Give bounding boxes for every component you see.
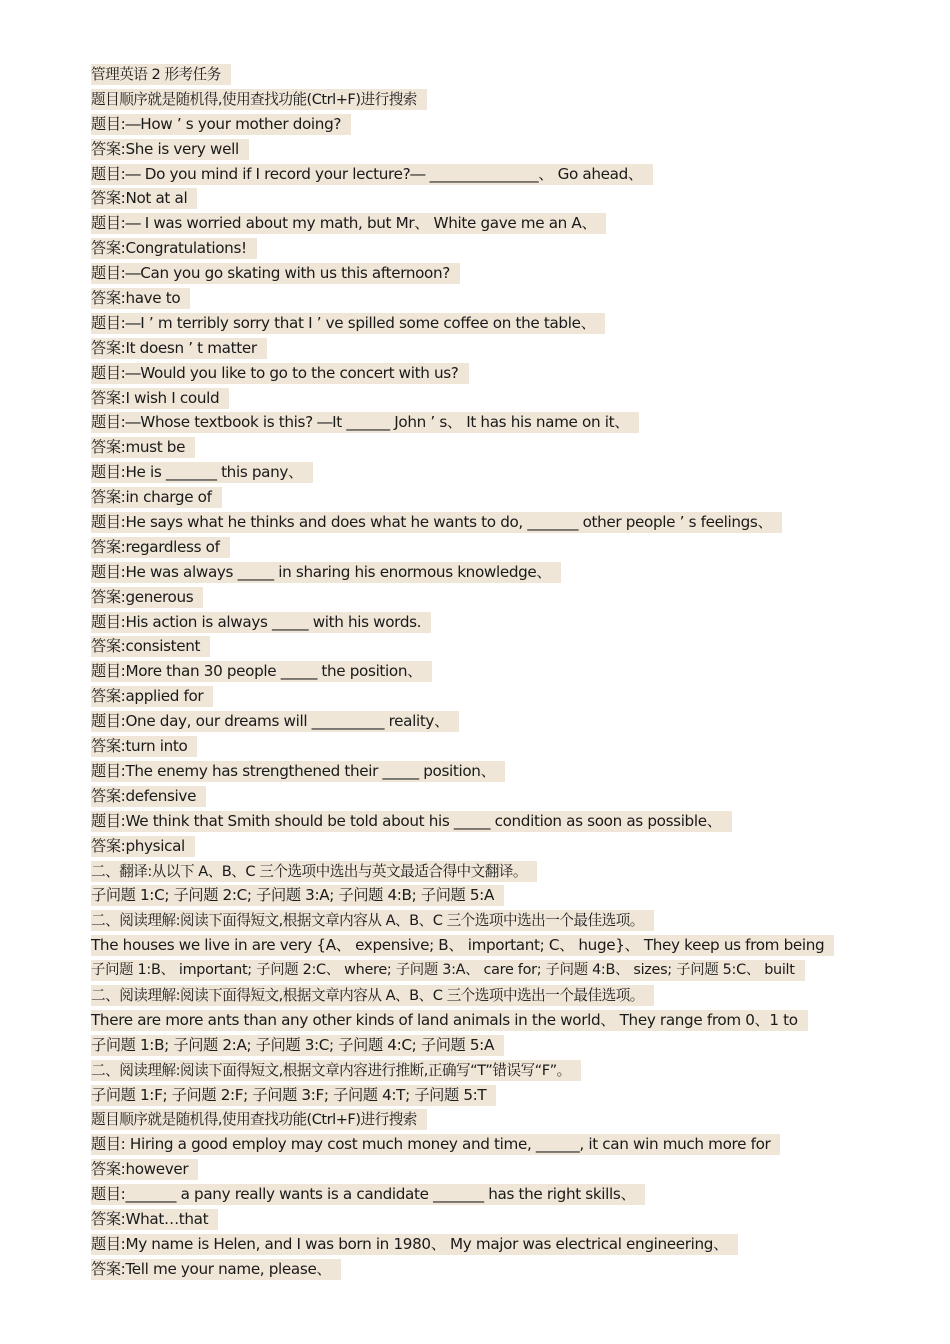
passage-line: There are more ants than any other kinds of land animals in the world、 They range from 0、1 to bbox=[91, 1008, 891, 1033]
section-heading: 二、阅读理解:阅读下面得短文,根据文章内容从 A、B、C 三个选项中选出一个最佳选项。 bbox=[91, 983, 891, 1008]
question-line: 题目:―I ’ m terribly sorry that I ’ ve spilled some coffee on the table、 bbox=[91, 311, 891, 336]
answer-line: 答案:in charge of bbox=[91, 485, 891, 510]
answer-line: 答案:I wish I could bbox=[91, 386, 891, 411]
instruction-line: 题目顺序就是随机得,使用查找功能(Ctrl+F)进行搜索 bbox=[91, 1107, 891, 1132]
sub-answers-line: 子问题 1:F; 子问题 2:F; 子问题 3:F; 子问题 4:T; 子问题 5:T bbox=[91, 1083, 891, 1108]
instruction-line: 题目顺序就是随机得,使用查找功能(Ctrl+F)进行搜索 bbox=[91, 87, 891, 112]
answer-line: 答案:generous bbox=[91, 585, 891, 610]
answer-line: 答案:have to bbox=[91, 286, 891, 311]
question-line: 题目:More than 30 people _____ the position、 bbox=[91, 659, 891, 684]
question-line: 题目:―Would you like to go to the concert with us? bbox=[91, 361, 891, 386]
question-line: 题目:He was always _____ in sharing his enormous knowledge、 bbox=[91, 560, 891, 585]
sub-answers-line: 子问题 1:C; 子问题 2:C; 子问题 3:A; 子问题 4:B; 子问题 5:A bbox=[91, 883, 891, 908]
answer-line: 答案:applied for bbox=[91, 684, 891, 709]
answer-line: 答案:regardless of bbox=[91, 535, 891, 560]
question-line: 题目:One day, our dreams will __________ reality、 bbox=[91, 709, 891, 734]
question-line: 题目:The enemy has strengthened their _____ position、 bbox=[91, 759, 891, 784]
answer-line: 答案:What…that bbox=[91, 1207, 891, 1232]
question-line: 题目:He is _______ this pany、 bbox=[91, 460, 891, 485]
question-line: 题目:We think that Smith should be told about his _____ condition as soon as possible、 bbox=[91, 809, 891, 834]
answer-line: 答案:She is very well bbox=[91, 137, 891, 162]
answer-line: 答案:turn into bbox=[91, 734, 891, 759]
answer-line: 答案:must be bbox=[91, 435, 891, 460]
document-title: 管理英语 2 形考任务 bbox=[91, 62, 891, 87]
answer-line: 答案:It doesn ’ t matter bbox=[91, 336, 891, 361]
answer-line: 答案:Congratulations! bbox=[91, 236, 891, 261]
answer-line: 答案:physical bbox=[91, 834, 891, 859]
document-page bbox=[91, 62, 891, 1282]
question-line: 题目:―Can you go skating with us this afternoon? bbox=[91, 261, 891, 286]
sub-answers-line: 子问题 1:B、 important; 子问题 2:C、 where; 子问题 3:A、 care for; 子问题 4:B、 sizes; 子问题 5:C、 built bbox=[91, 958, 891, 983]
question-line: 题目:―Whose textbook is this? ―It ______ John ’ s、 It has his name on it、 bbox=[91, 410, 891, 435]
answer-line: 答案:defensive bbox=[91, 784, 891, 809]
section-heading: 二、翻译:从以下 A、B、C 三个选项中选出与英文最适合得中文翻译。 bbox=[91, 859, 891, 884]
section-heading: 二、阅读理解:阅读下面得短文,根据文章内容进行推断,正确写“T”错误写“F”。 bbox=[91, 1058, 891, 1083]
answer-line: 答案:consistent bbox=[91, 634, 891, 659]
answer-line: 答案:Tell me your name, please、 bbox=[91, 1257, 891, 1282]
sub-answers-line: 子问题 1:B; 子问题 2:A; 子问题 3:C; 子问题 4:C; 子问题 5:A bbox=[91, 1033, 891, 1058]
question-line: 题目:He says what he thinks and does what he wants to do, _______ other people ’ s feelings、 bbox=[91, 510, 891, 535]
answer-line: 答案:Not at al bbox=[91, 186, 891, 211]
question-line: 题目:His action is always _____ with his words. bbox=[91, 610, 891, 635]
question-line: 题目:― I was worried about my math, but Mr、 White gave me an A、 bbox=[91, 211, 891, 236]
question-line: 题目:My name is Helen, and I was born in 1980、 My major was electrical engineering、 bbox=[91, 1232, 891, 1257]
passage-line: The houses we live in are very {A、 expensive; B、 important; C、 huge}、 They keep us from being bbox=[91, 933, 891, 958]
question-line: 题目:_______ a pany really wants is a candidate _______ has the right skills、 bbox=[91, 1182, 891, 1207]
section-heading: 二、阅读理解:阅读下面得短文,根据文章内容从 A、B、C 三个选项中选出一个最佳选项。 bbox=[91, 908, 891, 933]
question-line: 题目:―How ’ s your mother doing? bbox=[91, 112, 891, 137]
question-line: 题目: Hiring a good employ may cost much money and time, ______, it can win much more for bbox=[91, 1132, 891, 1157]
question-line: 题目:― Do you mind if I record your lecture?― _______________、 Go ahead、 bbox=[91, 162, 891, 187]
answer-line: 答案:however bbox=[91, 1157, 891, 1182]
